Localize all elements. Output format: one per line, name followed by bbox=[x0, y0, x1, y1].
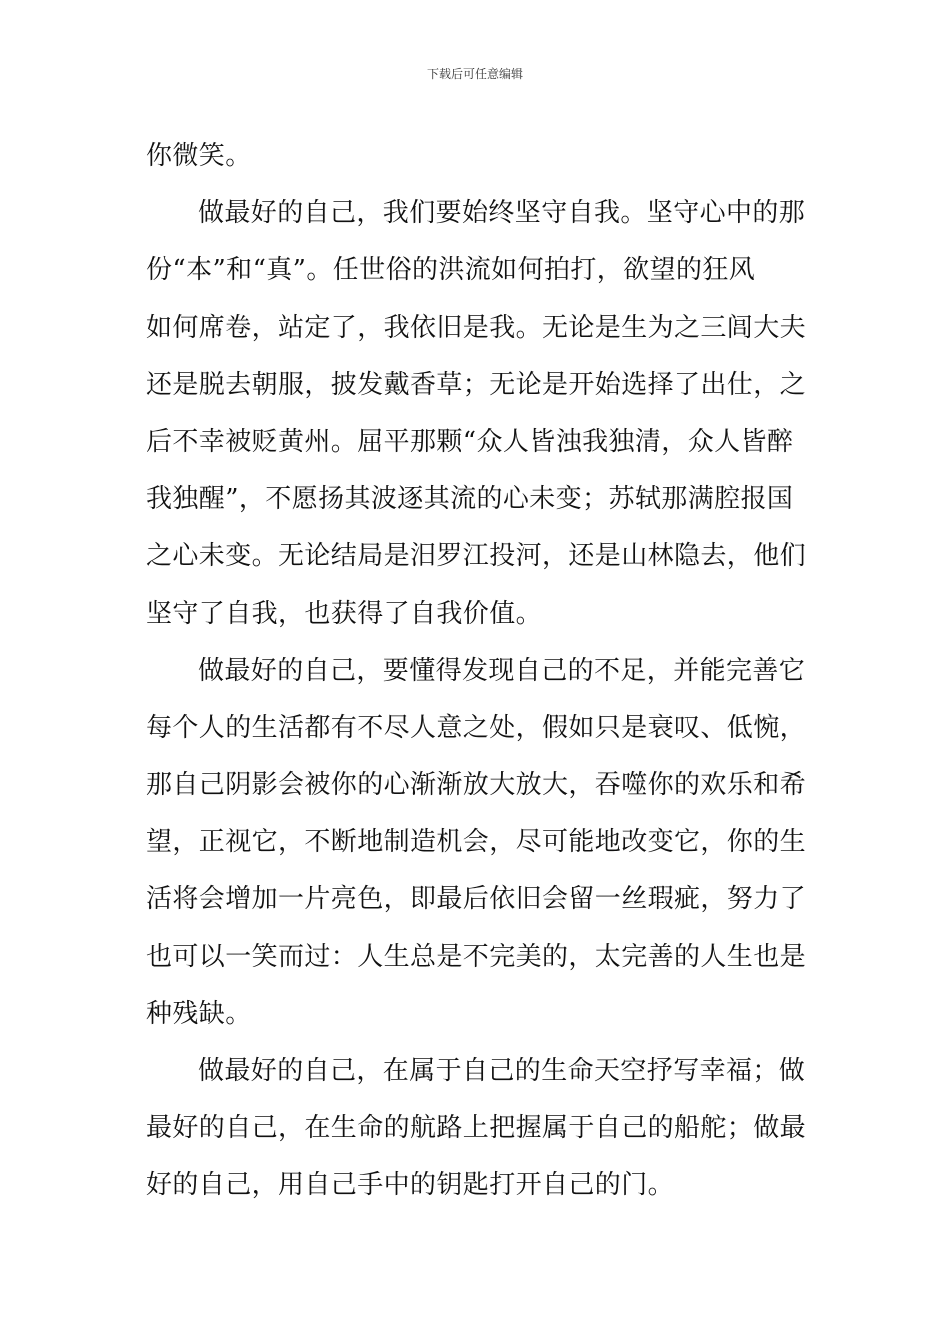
text-line: 还是脱去朝服，披发戴香草；无论是开始选择了出仕，之 bbox=[146, 369, 807, 400]
text-line: 你微笑。 bbox=[146, 141, 252, 171]
text-line: 做最好的自己，要懂得发现自己的不足，并能完善它 bbox=[198, 655, 806, 686]
paragraph-4 bbox=[146, 1043, 808, 1215]
paragraph-3 bbox=[146, 643, 808, 1043]
text-line: 那自己阴影会被你的心渐渐放大放大，吞噬你的欢乐和希 bbox=[146, 770, 807, 801]
page-header: 下载后可任意编辑 bbox=[426, 67, 523, 81]
text-line: 如何席卷，站定了，我依旧是我。无论是生为之三闾大夫 bbox=[146, 312, 807, 343]
text-line: 我独醒”，不愿扬其波逐其流的心未变；苏轼那满腔报国 bbox=[146, 484, 794, 515]
text-line: 最好的自己，在生命的航路上把握属于自己的船舵；做最 bbox=[146, 1113, 807, 1144]
text-line: 好的自己，用自己手中的钥匙打开自己的门。 bbox=[146, 1170, 675, 1201]
text-line: 份“本”和“真”。任世俗的洪流如何拍打，欲望的狂风 bbox=[146, 255, 756, 286]
text-line: 做最好的自己，我们要始终坚守自我。坚守心中的那 bbox=[198, 198, 806, 229]
text-line: 也可以一笑而过：人生总是不完美的，太完善的人生也是 bbox=[146, 941, 807, 972]
document-body bbox=[146, 128, 808, 1215]
text-line: 之心未变。无论结局是汨罗江投河，还是山林隐去，他们 bbox=[146, 541, 807, 572]
text-line: 每个人的生活都有不尽人意之处，假如只是衰叹、低惋， bbox=[146, 712, 807, 743]
paragraph-1 bbox=[146, 128, 808, 185]
text-line: 坚守了自我，也获得了自我价值。 bbox=[146, 598, 543, 629]
text-line: 做最好的自己，在属于自己的生命天空抒写幸福；做 bbox=[198, 1056, 806, 1086]
text-line: 活将会增加一片亮色，即最后依旧会留一丝瑕疵，努力了 bbox=[146, 884, 807, 915]
text-line: 种残缺。 bbox=[146, 998, 252, 1029]
paragraph-2 bbox=[146, 185, 808, 643]
text-line: 望，正视它，不断地制造机会，尽可能地改变它，你的生 bbox=[146, 827, 807, 858]
text-line: 后不幸被贬黄州。屈平那颗“众人皆浊我独清，众人皆醉 bbox=[146, 426, 794, 457]
